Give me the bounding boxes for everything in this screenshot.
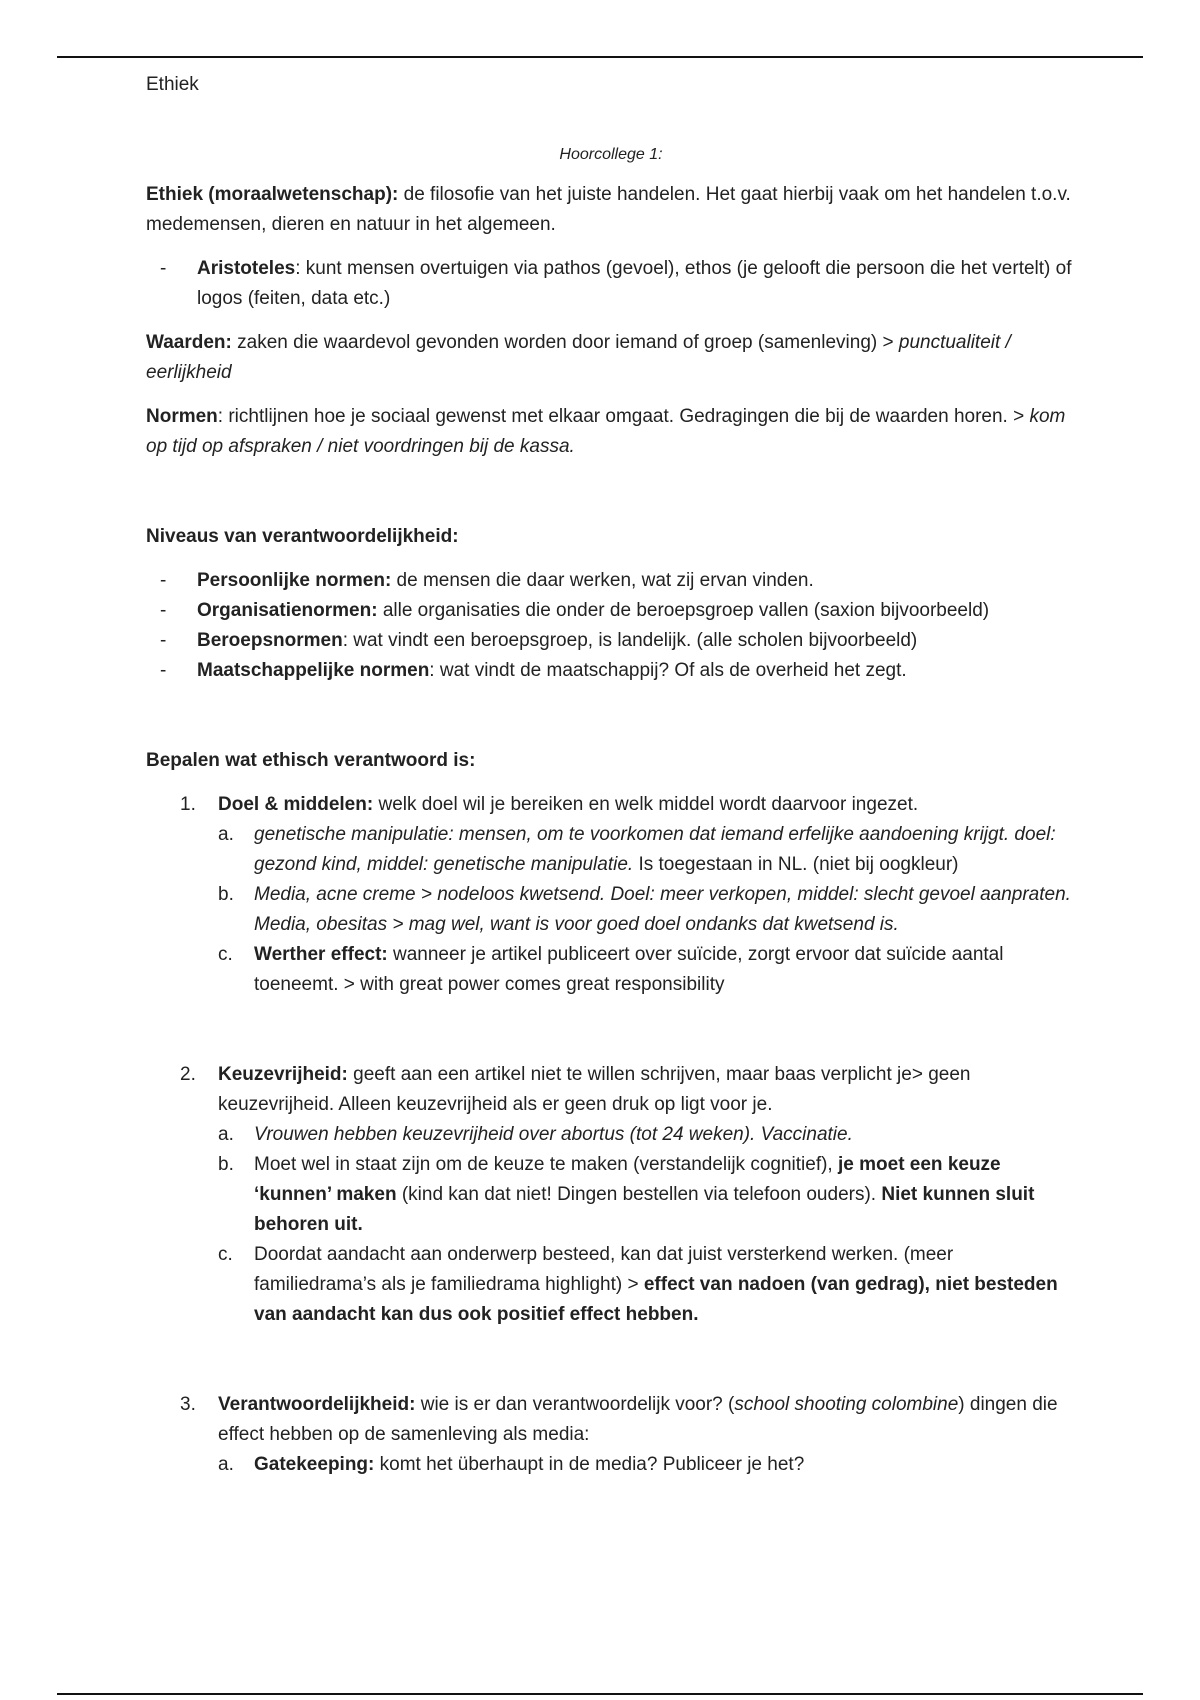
sub-bold: je moet een keuze ‘kunnen’ maken	[254, 1154, 1001, 1205]
definition-ethiek-text: de filosofie van het juiste handelen. Het gaat hierbij vaak om het handelen t.o.v. medemensen, dieren en natuur in het algemeen.	[146, 184, 1071, 235]
list-item	[146, 596, 1076, 626]
sub-item-b	[218, 1150, 1076, 1240]
term-keuzevrijheid: Keuzevrijheid:	[218, 1064, 348, 1085]
term-gatekeeping: Gatekeeping:	[254, 1454, 375, 1475]
term-normen: Normen	[146, 406, 218, 427]
sub-list	[218, 1450, 1076, 1480]
niveaus-list	[146, 566, 1076, 686]
normen-text: : richtlijnen hoe je sociaal gewenst met elkaar omgaat. Gedragingen die bij de waarden horen. >	[217, 406, 1030, 427]
bottom-rule	[57, 1693, 1143, 1695]
term: Organisatienormen:	[197, 600, 378, 621]
term-werther: Werther effect:	[254, 944, 388, 965]
sub-letter: b.	[218, 884, 234, 905]
sub-text: Doordat aandacht aan onderwerp besteed, kan dat juist versterkend werken. (meer familiedrama’s als je familiedrama highlight) >	[254, 1244, 954, 1295]
list-item	[146, 656, 1076, 686]
sub-bold: effect van nadoen (van gedrag), niet besteden van aandacht kan dus ook positief effect hebben.	[254, 1274, 1058, 1325]
list-item	[146, 626, 1076, 656]
sub-italic: genetische manipulatie: mensen, om te voorkomen dat iemand erfelijke aandoening krijgt. doel: gezond kind, middel: genetische manipulatie.	[254, 824, 1056, 875]
item-text: : wat vindt de maatschappij? Of als de overheid het zegt.	[429, 660, 907, 681]
lecture-title: Hoorcollege 1:	[559, 146, 663, 163]
term: Beroepsnormen	[197, 630, 343, 651]
sub-item-c	[218, 1240, 1076, 1330]
top-rule	[57, 56, 1143, 58]
section-title-bepalen: Bepalen wat ethisch verantwoord is:	[146, 750, 476, 771]
definition-normen	[146, 402, 1076, 462]
item-text: alle organisaties die onder de beroepsgroep vallen (saxion bijvoorbeeld)	[377, 600, 990, 621]
sub-text: Moet wel in staat zijn om de keuze te maken (verstandelijk cognitief),	[254, 1154, 838, 1175]
sub-item-a	[218, 1120, 1076, 1150]
term-waarden: Waarden:	[146, 332, 232, 353]
aristoteles-text: : kunt mensen overtuigen via pathos (gevoel), ethos (je gelooft die persoon die het vertelt) of logos (feiten, data etc.)	[197, 258, 1072, 309]
numbered-item-1	[146, 790, 1076, 1000]
sub-italic: Vrouwen hebben keuzevrijheid over abortus (tot 24 weken). Vaccinatie.	[254, 1124, 853, 1145]
sub-item-a	[218, 820, 1076, 880]
sub-text: Is toegestaan in NL. (niet bij oogkleur)	[633, 854, 959, 875]
numbered-item-3	[146, 1390, 1076, 1480]
section-title-niveaus: Niveaus van verantwoordelijkheid:	[146, 526, 459, 547]
dash-bullet: -	[160, 570, 167, 591]
term-doel-middelen: Doel & middelen:	[218, 794, 374, 815]
normen-example: kom op tijd op afspraken / niet voordringen bij de kassa.	[146, 406, 1066, 457]
item-text: : wat vindt een beroepsgroep, is landelijk. (alle scholen bijvoorbeeld)	[342, 630, 918, 651]
waarden-example: punctualiteit / eerlijkheid	[146, 332, 1011, 383]
sub-letter: a.	[218, 1454, 234, 1475]
aristoteles-list	[146, 254, 1076, 314]
numbered-item-2	[146, 1060, 1076, 1330]
dash-bullet: -	[160, 660, 167, 681]
sub-list	[218, 1120, 1076, 1330]
sub-list	[218, 820, 1076, 1000]
sub-letter: c.	[218, 1244, 233, 1265]
term: Persoonlijke normen:	[197, 570, 392, 591]
sub-bold: Niet kunnen sluit behoren uit.	[254, 1184, 1035, 1235]
document-page	[146, 70, 1076, 1480]
item-text: wie is er dan verantwoordelijk voor? (	[415, 1394, 735, 1415]
sub-letter: a.	[218, 824, 234, 845]
waarden-text: zaken die waardevol gevonden worden door iemand of groep (samenleving) >	[231, 332, 899, 353]
list-item	[146, 566, 1076, 596]
term-verantwoordelijkheid: Verantwoordelijkheid:	[218, 1394, 416, 1415]
sub-letter: a.	[218, 1124, 234, 1145]
sub-letter: b.	[218, 1154, 234, 1175]
sub-italic: Media, acne creme > nodeloos kwetsend. Doel: meer verkopen, middel: slecht gevoel aanpraten. Media, obesitas > mag wel, want is voor goed doel ondanks dat kwetsend is.	[254, 884, 1071, 935]
item-text: de mensen die daar werken, wat zij ervan vinden.	[391, 570, 814, 591]
sub-text: komt het überhaupt in de media? Publiceer je het?	[374, 1454, 805, 1475]
sub-item-c	[218, 940, 1076, 1000]
sub-text: wanneer je artikel publiceert over suïcide, zorgt ervoor dat suïcide aantal toeneemt. > with great power comes great responsibility	[254, 944, 1004, 995]
item-number: 2.	[180, 1064, 196, 1085]
sub-letter: c.	[218, 944, 233, 965]
definition-waarden	[146, 328, 1076, 388]
term-aristoteles: Aristoteles	[197, 258, 296, 279]
document-header: Ethiek	[146, 74, 199, 95]
item-number: 3.	[180, 1394, 196, 1415]
sub-text: (kind kan dat niet! Dingen bestellen via telefoon ouders).	[396, 1184, 882, 1205]
item-text: welk doel wil je bereiken en welk middel wordt daarvoor ingezet.	[373, 794, 919, 815]
item-text: ) dingen die effect hebben op de samenleving als media:	[218, 1394, 1058, 1445]
item-italic: school shooting colombine	[734, 1394, 959, 1415]
dash-bullet: -	[160, 600, 167, 621]
dash-bullet: -	[160, 258, 167, 279]
item-text: geeft aan een artikel niet te willen schrijven, maar baas verplicht je> geen keuzevrijheid. Alleen keuzevrijheid als er geen druk op ligt voor je.	[218, 1064, 971, 1115]
term: Maatschappelijke normen	[197, 660, 430, 681]
sub-item-a	[218, 1450, 1076, 1480]
definition-ethiek	[146, 180, 1076, 240]
dash-bullet: -	[160, 630, 167, 651]
sub-item-b	[218, 880, 1076, 940]
term-ethiek: Ethiek (moraalwetenschap):	[146, 184, 399, 205]
list-item-aristoteles	[146, 254, 1076, 314]
item-number: 1.	[180, 794, 196, 815]
